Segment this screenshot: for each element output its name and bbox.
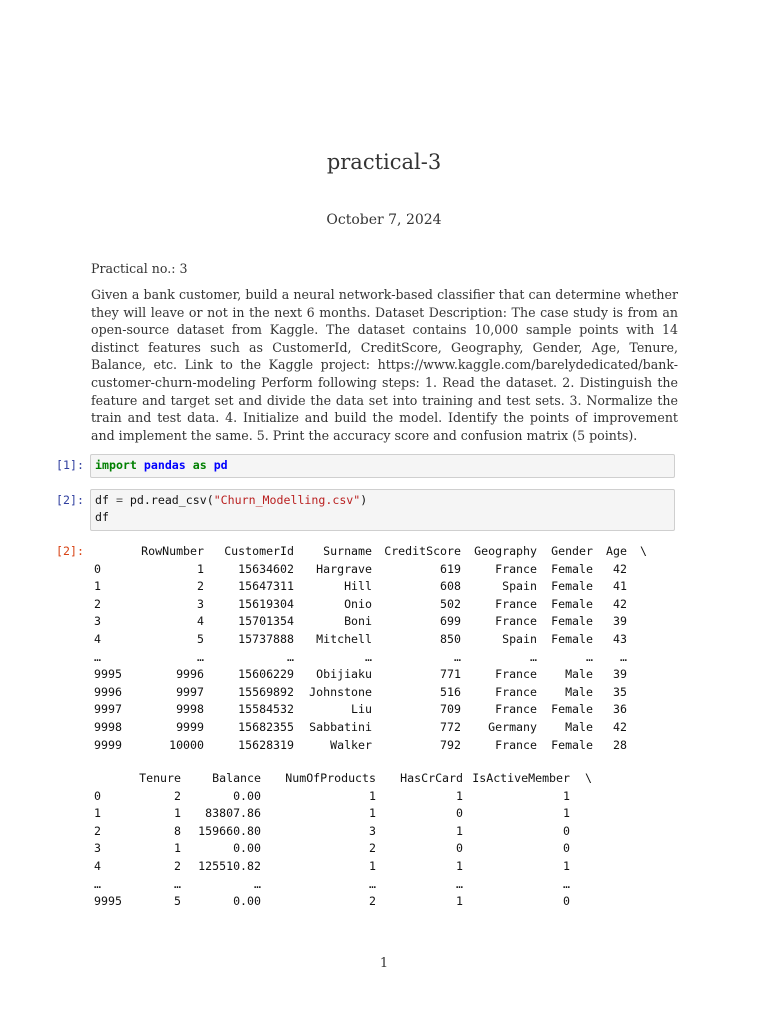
- table-cell: Male: [565, 667, 593, 682]
- table-cell: [627, 666, 647, 684]
- table-cell: 0: [563, 841, 570, 856]
- table-cell: …: [94, 876, 101, 891]
- table-cell: …: [456, 876, 463, 891]
- table-cell: 9997: [176, 684, 204, 699]
- table-cell: 159660.80: [198, 823, 261, 838]
- table-cell: 4: [94, 631, 101, 646]
- table-cell: Onio: [344, 596, 372, 611]
- table-cell: 0: [456, 841, 463, 856]
- page-number: 1: [379, 956, 389, 971]
- table-cell: 15584532: [238, 702, 294, 717]
- table-cell: 771: [440, 667, 461, 682]
- code-token: df: [95, 493, 116, 507]
- table-cell: 516: [440, 684, 461, 699]
- table-cell: Mitchell: [316, 631, 372, 646]
- code-cell-2[interactable]: [90, 489, 675, 531]
- table-cell: [570, 893, 592, 911]
- table-cell: 41: [613, 579, 627, 594]
- table-cell: [570, 823, 592, 841]
- table-row: [94, 596, 647, 614]
- table-cell: 1: [563, 788, 570, 803]
- table-cell: [627, 684, 647, 702]
- table-cell: 15606229: [238, 667, 294, 682]
- code-cell-1[interactable]: [90, 454, 675, 478]
- table-cell: …: [620, 649, 627, 664]
- table-cell: [627, 701, 647, 719]
- table-cell: NumOfProducts: [285, 771, 376, 785]
- cell-1-prompt: [1]:: [56, 458, 84, 472]
- table-cell: 2: [94, 596, 101, 611]
- table-cell: …: [94, 649, 101, 664]
- table-cell: 2: [369, 894, 376, 909]
- table-cell: 3: [94, 614, 101, 629]
- table-cell: 0: [94, 561, 101, 576]
- table-cell: Spain: [502, 631, 537, 646]
- table-cell: Obijiaku: [316, 667, 372, 682]
- table-cell: [627, 596, 647, 614]
- table-cell: 699: [440, 614, 461, 629]
- table-cell: \: [640, 544, 647, 558]
- table-cell: 1: [94, 806, 101, 821]
- table-row: [94, 666, 647, 684]
- problem-description: Given a bank customer, build a neural network-based classifier that can determine whether they will leave or not in the next 6 months. Dataset Description: The case study is from an open-source dataset from Kaggle. The dataset contains 10,000 sample points with 14 distinct features such as CustomerId, CreditScore, Geography, Gender, Age, Tenure, Balance, etc. Link to the Kaggle project: https://www.kaggle.com/barelydedicated/bank-customer-churn-modeling Perform following steps: 1. Read the dataset. 2. Distinguish the feature and target set and divide the data set into training and test sets. 3. Normalize the train and test data. 4. Initialize and build the model. Identify the points of improvement and implement the same. 5. Print the accuracy score and confusion matrix (5 points).: [91, 287, 678, 443]
- table-cell: 39: [613, 667, 627, 682]
- code-string: "Churn_Modelling.csv": [213, 493, 361, 507]
- table-cell: 15569892: [238, 684, 294, 699]
- table-cell: France: [495, 702, 537, 717]
- table-cell: …: [174, 876, 181, 891]
- document-date: October 7, 2024: [326, 212, 442, 228]
- table-cell: 8: [174, 823, 181, 838]
- table-cell: 1: [369, 858, 376, 873]
- table-cell: Hill: [344, 579, 372, 594]
- table-row: [94, 649, 647, 667]
- table-cell: 2: [369, 841, 376, 856]
- table-cell: [627, 649, 647, 667]
- table-cell: 709: [440, 702, 461, 717]
- table-cell: Female: [551, 631, 593, 646]
- table-cell: [627, 561, 647, 579]
- table-cell: HasCrCard: [400, 771, 463, 785]
- table-row: [94, 719, 647, 737]
- table-cell: 1: [563, 806, 570, 821]
- table-cell: 0.00: [233, 894, 261, 909]
- table-row: [94, 561, 647, 579]
- table-cell: [94, 543, 128, 561]
- dataframe-output-part-2: [94, 770, 592, 911]
- table-cell: 1: [174, 841, 181, 856]
- table-cell: 5: [197, 631, 204, 646]
- table-cell: Age: [606, 544, 627, 558]
- table-row: [94, 613, 647, 631]
- table-cell: Liu: [351, 702, 372, 717]
- table-cell: 0: [563, 823, 570, 838]
- table-cell: Germany: [488, 719, 537, 734]
- table-cell: Spain: [502, 579, 537, 594]
- table-cell: [627, 737, 647, 755]
- table-cell: 15619304: [238, 596, 294, 611]
- table-cell: 1: [94, 579, 101, 594]
- table-cell: …: [586, 649, 593, 664]
- table-row: [94, 876, 592, 894]
- table-cell: Gender: [551, 544, 593, 558]
- table-cell: France: [495, 684, 537, 699]
- table-cell: 0.00: [233, 788, 261, 803]
- table-cell: Tenure: [139, 771, 181, 785]
- table-cell: 10000: [169, 737, 204, 752]
- table-cell: [570, 840, 592, 858]
- table-cell: …: [365, 649, 372, 664]
- table-cell: 125510.82: [198, 858, 261, 873]
- table-cell: [570, 876, 592, 894]
- table-cell: 42: [613, 596, 627, 611]
- table-cell: 15628319: [238, 737, 294, 752]
- table-row: [94, 737, 647, 755]
- table-cell: 0: [94, 788, 101, 803]
- table-cell: 4: [94, 858, 101, 873]
- table-cell: France: [495, 614, 537, 629]
- table-cell: Sabbatini: [309, 719, 372, 734]
- table-cell: 42: [613, 561, 627, 576]
- table-cell: Female: [551, 702, 593, 717]
- code-line-1: [95, 492, 670, 509]
- table-row: [94, 578, 647, 596]
- table-cell: 9995: [94, 667, 122, 682]
- table-cell: …: [254, 876, 261, 891]
- table-row: [94, 701, 647, 719]
- table-cell: …: [197, 649, 204, 664]
- table-cell: 43: [613, 631, 627, 646]
- table-cell: 2: [197, 579, 204, 594]
- table-cell: 1: [174, 806, 181, 821]
- as-keyword: as: [192, 458, 207, 472]
- table-cell: 1: [369, 788, 376, 803]
- code-token: pd.read_csv(: [122, 493, 214, 507]
- table-cell: 2: [94, 823, 101, 838]
- output-prompt: [2]:: [56, 544, 84, 558]
- table-cell: …: [454, 649, 461, 664]
- module-alias: pd: [213, 458, 228, 472]
- table-cell: 9997: [94, 702, 122, 717]
- table-cell: 42: [613, 719, 627, 734]
- table-cell: [570, 788, 592, 806]
- table-row: [94, 840, 592, 858]
- table-cell: IsActiveMember: [472, 771, 570, 785]
- table-cell: [627, 631, 647, 649]
- code-token: ): [360, 493, 368, 507]
- table-cell: 1: [369, 806, 376, 821]
- table-cell: 502: [440, 596, 461, 611]
- table-cell: Walker: [330, 737, 372, 752]
- table-cell: 2: [174, 788, 181, 803]
- table-cell: 9999: [176, 719, 204, 734]
- table-cell: France: [495, 737, 537, 752]
- table-cell: 772: [440, 719, 461, 734]
- table-header-row: [94, 543, 647, 561]
- table-cell: 5: [174, 894, 181, 909]
- table-cell: 15701354: [238, 614, 294, 629]
- table-row: [94, 893, 592, 911]
- table-cell: Balance: [212, 771, 261, 785]
- table-row: [94, 805, 592, 823]
- table-cell: [570, 858, 592, 876]
- table-cell: …: [287, 649, 294, 664]
- table-cell: …: [563, 876, 570, 891]
- table-cell: Boni: [344, 614, 372, 629]
- table-cell: [627, 719, 647, 737]
- table-cell: [627, 613, 647, 631]
- import-keyword: import: [95, 458, 137, 472]
- table-cell: 1: [456, 858, 463, 873]
- table-cell: 35: [613, 684, 627, 699]
- table-cell: 9996: [176, 667, 204, 682]
- table-cell: Female: [551, 596, 593, 611]
- table-cell: 36: [613, 702, 627, 717]
- table-cell: 9996: [94, 684, 122, 699]
- table-cell: 15682355: [238, 719, 294, 734]
- table-cell: 619: [440, 561, 461, 576]
- table-cell: 9998: [94, 719, 122, 734]
- table-cell: \: [585, 771, 592, 785]
- table-cell: RowNumber: [141, 544, 204, 558]
- table-cell: 9999: [94, 737, 122, 752]
- table-cell: 1: [456, 788, 463, 803]
- table-cell: 1: [563, 858, 570, 873]
- table-cell: Female: [551, 579, 593, 594]
- table-cell: 4: [197, 614, 204, 629]
- table-cell: France: [495, 667, 537, 682]
- table-cell: 1: [197, 561, 204, 576]
- table-cell: Surname: [323, 544, 372, 558]
- table-cell: 3: [369, 823, 376, 838]
- table-cell: 0: [563, 894, 570, 909]
- table-cell: …: [530, 649, 537, 664]
- table-cell: 3: [94, 841, 101, 856]
- module-name: pandas: [143, 458, 186, 472]
- table-cell: CustomerId: [224, 544, 294, 558]
- practical-number: Practical no.: 3: [91, 261, 188, 276]
- table-cell: 0.00: [233, 841, 261, 856]
- table-row: [94, 823, 592, 841]
- table-row: [94, 631, 647, 649]
- table-cell: Male: [565, 719, 593, 734]
- table-row: [94, 858, 592, 876]
- table-cell: 850: [440, 631, 461, 646]
- table-cell: 3: [197, 596, 204, 611]
- table-cell: 792: [440, 737, 461, 752]
- table-cell: 15647311: [238, 579, 294, 594]
- table-cell: Female: [551, 737, 593, 752]
- code-line-2: df: [95, 510, 109, 524]
- table-cell: 1: [456, 823, 463, 838]
- table-cell: 15634602: [238, 561, 294, 576]
- table-cell: 15737888: [238, 631, 294, 646]
- table-header-row: [94, 770, 592, 788]
- table-cell: Hargrave: [316, 561, 372, 576]
- table-cell: Male: [565, 684, 593, 699]
- table-cell: France: [495, 596, 537, 611]
- table-cell: 83807.86: [205, 806, 261, 821]
- table-cell: Female: [551, 614, 593, 629]
- table-cell: 1: [456, 894, 463, 909]
- table-cell: 0: [456, 806, 463, 821]
- table-cell: 608: [440, 579, 461, 594]
- code-operator: =: [115, 493, 123, 507]
- table-cell: France: [495, 561, 537, 576]
- cell-2-prompt: [2]:: [56, 493, 84, 507]
- table-cell: Female: [551, 561, 593, 576]
- dataframe-output-part-1: [94, 543, 647, 754]
- table-cell: Johnstone: [309, 684, 372, 699]
- table-cell: Geography: [474, 544, 537, 558]
- document-title: practical-3: [326, 150, 442, 174]
- table-cell: [627, 578, 647, 596]
- table-cell: 39: [613, 614, 627, 629]
- table-cell: [570, 805, 592, 823]
- table-row: [94, 788, 592, 806]
- table-cell: 2: [174, 858, 181, 873]
- table-cell: CreditScore: [384, 544, 461, 558]
- table-row: [94, 684, 647, 702]
- table-cell: 9995: [94, 894, 122, 909]
- table-cell: 28: [613, 737, 627, 752]
- table-cell: [94, 770, 128, 788]
- table-cell: …: [369, 876, 376, 891]
- table-cell: 9998: [176, 702, 204, 717]
